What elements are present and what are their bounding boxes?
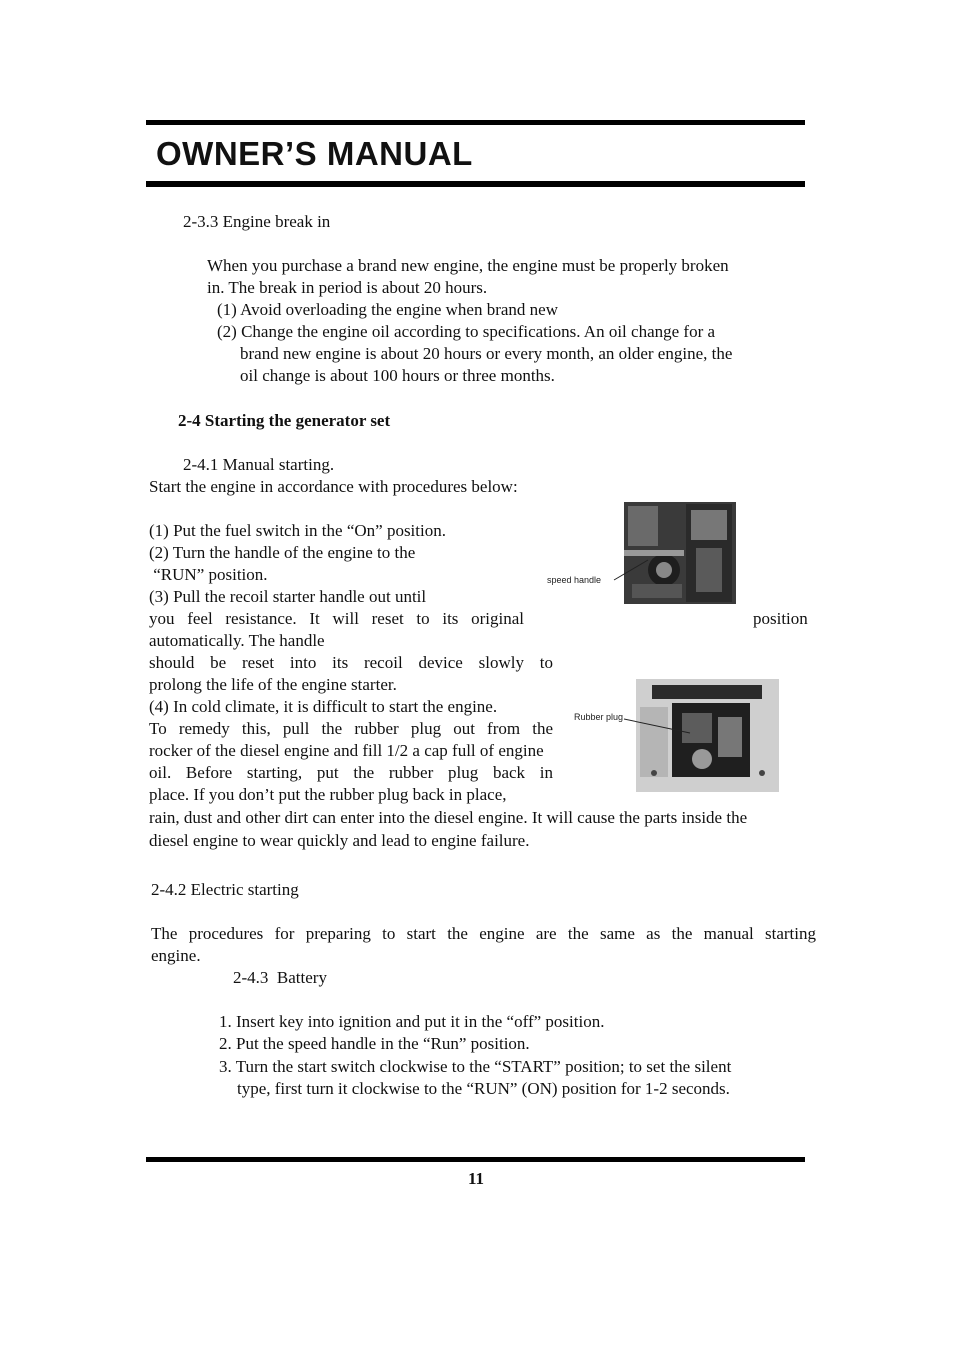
battery-step: 3. Turn the start switch clockwise to the “START” position; to set the silent — [219, 1057, 732, 1076]
electric-paragraph-line1: The procedures for preparing to start the engine are the same as the manual starting — [151, 924, 816, 943]
section-heading-break-in: 2-3.3 Engine break in — [183, 212, 331, 231]
electric-paragraph-line2: engine. — [151, 946, 201, 965]
rubber-plug-photo — [572, 677, 780, 794]
header-bottom-rule — [146, 181, 805, 187]
break-in-item1: (1) Avoid overloading the engine when brand new — [217, 300, 559, 319]
page-title: OWNER’S MANUAL — [156, 135, 473, 172]
manual-line: (2) Turn the handle of the engine to the — [149, 543, 416, 562]
page-number: 11 — [468, 1169, 485, 1188]
footer-rule — [146, 1157, 805, 1162]
manual-line: To remedy this, pull the rubber plug out from the — [149, 719, 553, 738]
speed-handle-caption: speed handle — [547, 575, 602, 585]
speed-handle-photo — [536, 500, 738, 606]
manual-line: oil. Before starting, put the rubber plug back in — [149, 763, 553, 782]
manual-line: position — [753, 609, 808, 628]
manual-line: rocker of the diesel engine and fill 1/2 a cap full of engine — [149, 741, 544, 760]
battery-step: type, first turn it clockwise to the “RUN” (ON) position for 1-2 seconds. — [237, 1079, 730, 1098]
manual-line: rain, dust and other dirt can enter into the diesel engine. It will cause the parts inside the — [149, 808, 748, 827]
manual-starting-heading: 2-4.1 Manual starting. — [183, 455, 335, 474]
break-in-paragraph-line1: When you purchase a brand new engine, the engine must be properly broken — [207, 256, 729, 275]
break-in-item2-line3: oil change is about 100 hours or three months. — [240, 366, 555, 385]
header-top-rule — [146, 120, 805, 125]
battery-heading: 2-4.3 Battery — [233, 968, 327, 987]
manual-line: place. If you don’t put the rubber plug back in place, — [149, 785, 507, 804]
manual-line: (4) In cold climate, it is difficult to start the engine. — [149, 697, 498, 716]
battery-step: 2. Put the speed handle in the “Run” position. — [219, 1034, 530, 1053]
manual-line: (1) Put the fuel switch in the “On” position. — [149, 521, 446, 540]
electric-starting-heading: 2-4.2 Electric starting — [151, 880, 299, 899]
manual-line: prolong the life of the engine starter. — [149, 675, 397, 694]
manual-starting-intro: Start the engine in accordance with procedures below: — [149, 477, 518, 496]
break-in-item2-line2: brand new engine is about 20 hours or every month, an older engine, the — [240, 344, 733, 363]
battery-step: 1. Insert key into ignition and put it in the “off” position. — [219, 1012, 605, 1031]
manual-line: (3) Pull the recoil starter handle out until — [149, 587, 427, 606]
manual-line: automatically. The handle — [149, 631, 325, 650]
manual-line: should be reset into its recoil device slowly to — [149, 653, 553, 672]
section-heading-starting: 2-4 Starting the generator set — [178, 411, 391, 430]
manual-line: you feel resistance. It will reset to its original — [149, 609, 524, 628]
manual-line: diesel engine to wear quickly and lead to engine failure. — [149, 831, 530, 850]
break-in-paragraph-line2: in. The break in period is about 20 hours. — [207, 278, 488, 297]
manual-line: “RUN” position. — [149, 565, 268, 584]
break-in-item2-line1: (2) Change the engine oil according to specifications. An oil change for a — [217, 322, 716, 341]
rubber-plug-caption: Rubber plug — [574, 712, 624, 722]
